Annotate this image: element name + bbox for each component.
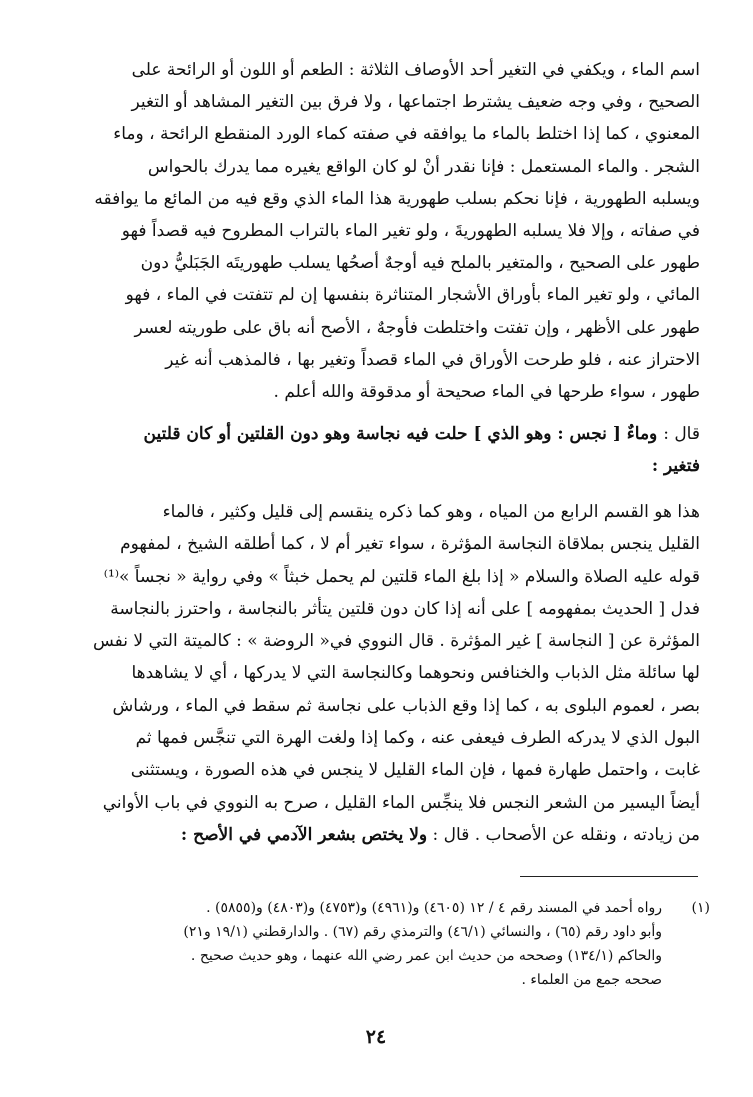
footnote-marker: (١) <box>691 900 710 916</box>
text-line: فدل [ الحديث بمفهومه ] على أنه إذا كان دون قلتين يتأثر بالنجاسة ، واحترز بالنجاسة <box>110 598 700 619</box>
footnote-line: وأبو داود رقم (٦٥) ، والنسائي (٤٦/١) والترمذي رقم (٦٧) . والدارقطني (١٩/١ و٢١) <box>183 924 662 940</box>
text-line: المعنوي ، كما إذا اختلط بالماء ما يوافقه في صفته كماء الورد المنقطع الرائحة ، وماء <box>113 124 700 145</box>
text-line: ويسلبه الطهورية ، فإنا نحكم بسلب طهورية هذا الماء الذي وقع فيه من المائع ما يوافقه <box>94 188 700 209</box>
text-line: البول الذي لا يدركه الطرف فيعفى عنه ، وكما إذا ولغت الهرة التي تنجَّس فمها ثم <box>135 728 700 749</box>
text-line: بصر ، لعموم البلوى به ، كما إذا وقع الذباب على نجاسة ثم سقط في الماء ، ورشاش <box>112 695 700 716</box>
text-line: قوله عليه الصلاة والسلام « إذا بلغ الماء قلتين لم يحمل خبثاً » وفي رواية « نجساً »⁽¹⁾ <box>103 566 700 587</box>
text-line: غابت ، واحتمل طهارة فمها ، فإن الماء القليل لا ينجس في هذه الصورة ، ويستثنى <box>130 760 700 781</box>
text-line: لها سائلة مثل الذباب والخنافس ونحوهما وكالنجاسة التي لا يدركها ، أي لا يشاهدها <box>131 663 700 684</box>
text-line: طهور على الأظهر ، وإن تفتت واختلطت فأوجهٌ ، الأصح أنه باق على طوريته لعسر <box>134 317 700 338</box>
paragraph-commentary-water-change <box>78 54 700 408</box>
footnote-divider <box>520 876 698 877</box>
text-line: المؤثرة عن [ النجاسة ] غير المؤثرة . قال النووي في« الروضة » : كالميتة التي لا نفس <box>92 631 700 652</box>
heading-line-1 <box>78 418 700 450</box>
footnote-line: صححه جمع من العلماء . <box>521 972 662 988</box>
text-line: أيضاً اليسير من الشعر النجس فلا ينجِّس الماء القليل ، صرح به النووي في باب الأواني <box>102 792 700 813</box>
matn-text-bold: ولا يختص بشعر الآدمي في الأصح : <box>180 824 428 845</box>
paragraph-commentary-najis-water <box>78 496 700 851</box>
text-line: طهور ، سواء طرحها في الماء صحيحة أو مدقوقة والله أعلم . <box>273 381 700 402</box>
footnote <box>78 896 700 992</box>
footnote-line: والحاكم (١٣٤/١) وصححه من حديث ابن عمر رضي الله عنهما ، وهو حديث صحيح . <box>190 948 662 964</box>
text-line: الشجر . والماء المستعمل : فإنا نقدر أنْ لو كان الواقع يغيره مما يدرك بالحواس <box>147 156 700 177</box>
text-line: في صفاته ، وإلا فلا يسلبه الطهوريةَ ، ولو تغير الماء بالتراب المطروح فيه قصداً فهو <box>121 220 700 241</box>
text-line: المائي ، ولو تغير الماء بأوراق الأشجار المتناثرة بنفسها إن لم تتفتت في الماء ، فهو <box>125 285 700 306</box>
text-line: الصحيح ، وفي وجه ضعيف يشترط اجتماعها ، ولا فرق بين التغير المشاهد أو التغير <box>131 92 700 113</box>
text-line-last <box>78 819 700 851</box>
matn-heading <box>78 418 700 482</box>
text-segment: من زيادته ، ونقله عن الأصحاب . قال : <box>432 824 700 845</box>
text-line: طهور على الصحيح ، والمتغير بالملح فيه أوجهٌ أصحُها يسلب طهوريتَه الجَبَليُّ دون <box>140 253 700 274</box>
text-line: القليل ينجس بملاقاة النجاسة المؤثرة ، سواء تغير أم لا ، كما أطلقه الشيخ ، لمفهوم <box>120 534 700 555</box>
text-line: الاحتراز عنه ، فلو طرحت الأوراق في الماء قصداً وتغير بها ، فالمذهب أنه غير <box>165 349 700 370</box>
page-number: ٢٤ <box>365 1026 387 1048</box>
text-line: هذا هو القسم الرابع من المياه ، وهو كما ذكره ينقسم إلى قليل وكثير ، فالماء <box>162 502 700 522</box>
qala-label: قال : <box>663 424 700 444</box>
matn-text: وماءٌ [ نجس : وهو الذي ] حلت فيه نجاسة وهو دون القلتين أو كان قلتين <box>143 424 658 444</box>
heading-line-2: فتغير : <box>651 456 700 476</box>
footnote-line: رواه أحمد في المسند رقم ٤ / ١٢ (٤٦٠٥) و(٤٩٦١) و(٤٧٥٣) و(٤٨٠٣) و(٥٨٥٥) . <box>206 900 662 916</box>
text-line: اسم الماء ، ويكفي في التغير أحد الأوصاف الثلاثة : الطعم أو اللون أو الرائحة على <box>131 60 700 80</box>
